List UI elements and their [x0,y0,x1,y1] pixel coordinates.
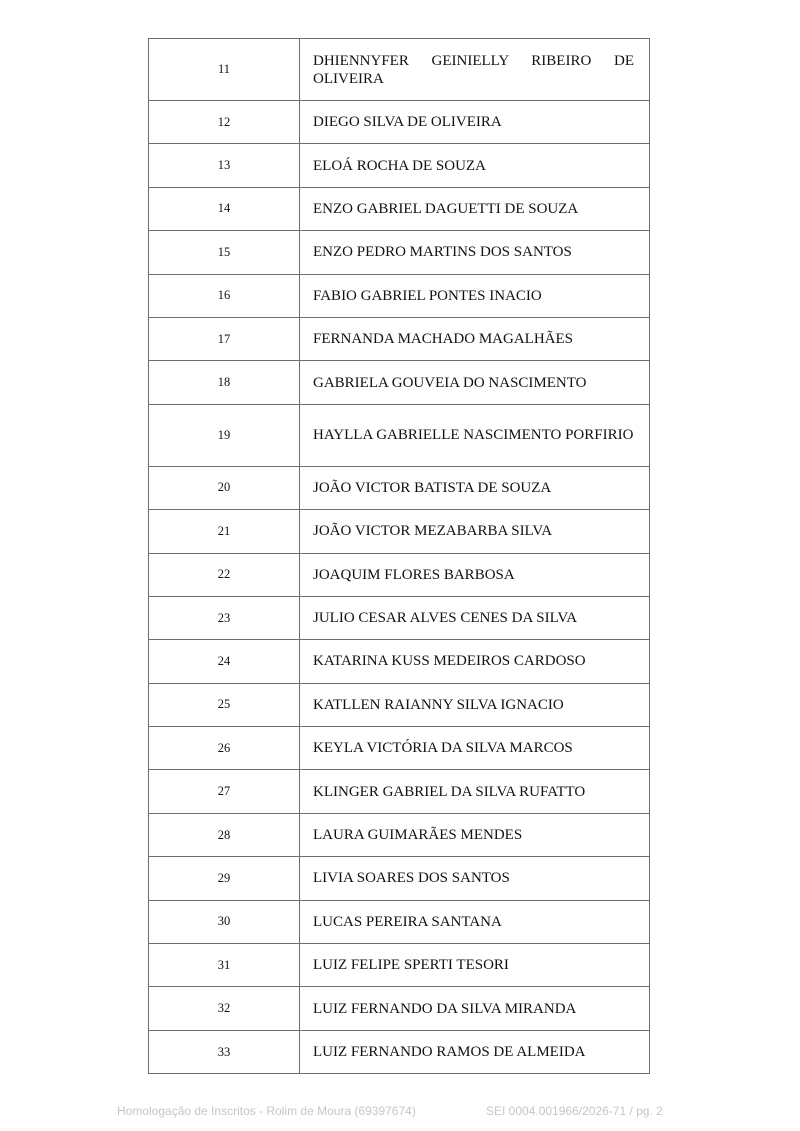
candidate-name: LUCAS PEREIRA SANTANA [300,900,650,943]
row-number: 21 [149,510,300,553]
candidate-name: ELOÁ ROCHA DE SOUZA [300,144,650,187]
candidate-name: ENZO PEDRO MARTINS DOS SANTOS [300,231,650,274]
candidate-name: LUIZ FERNANDO RAMOS DE ALMEIDA [300,1030,650,1073]
row-number: 13 [149,144,300,187]
candidate-name: LAURA GUIMARÃES MENDES [300,813,650,856]
candidate-name: DHIENNYFER GEINIELLY RIBEIRO DE OLIVEIRA [300,39,650,101]
table-row [149,187,650,230]
row-number: 25 [149,683,300,726]
row-number: 19 [149,404,300,466]
candidate-name: GABRIELA GOUVEIA DO NASCIMENTO [300,361,650,404]
row-number: 33 [149,1030,300,1073]
footer-sei-page-reference: SEI 0004.001966/2026-71 / pg. 2 [486,1104,663,1118]
candidate-name: LUIZ FERNANDO DA SILVA MIRANDA [300,987,650,1030]
table-row [149,317,650,360]
table-row [149,770,650,813]
table-row [149,101,650,144]
table-row [149,944,650,987]
row-number: 26 [149,727,300,770]
candidate-name: LIVIA SOARES DOS SANTOS [300,857,650,900]
row-number: 22 [149,553,300,596]
row-number: 27 [149,770,300,813]
table-row [149,404,650,466]
table-row [149,466,650,509]
table-row [149,553,650,596]
candidate-name: JULIO CESAR ALVES CENES DA SILVA [300,596,650,639]
candidate-name: HAYLLA GABRIELLE NASCIMENTO PORFIRIO [300,404,650,466]
row-number: 30 [149,900,300,943]
row-number: 14 [149,187,300,230]
candidate-name: FERNANDA MACHADO MAGALHÃES [300,317,650,360]
table-row [149,900,650,943]
table-row [149,857,650,900]
table-row [149,640,650,683]
table-row [149,987,650,1030]
row-number: 20 [149,466,300,509]
candidate-name: JOAQUIM FLORES BARBOSA [300,553,650,596]
row-number: 11 [149,39,300,101]
candidate-name: KATLLEN RAIANNY SILVA IGNACIO [300,683,650,726]
row-number: 31 [149,944,300,987]
row-number: 15 [149,231,300,274]
row-number: 18 [149,361,300,404]
row-number: 12 [149,101,300,144]
candidate-name: KEYLA VICTÓRIA DA SILVA MARCOS [300,727,650,770]
table-row [149,813,650,856]
table-row [149,39,650,101]
row-number: 16 [149,274,300,317]
row-number: 32 [149,987,300,1030]
candidate-name: JOÃO VICTOR BATISTA DE SOUZA [300,466,650,509]
row-number: 28 [149,813,300,856]
row-number: 23 [149,596,300,639]
table-row [149,510,650,553]
table-row [149,361,650,404]
candidates-table-body [149,39,650,1074]
candidate-name: DIEGO SILVA DE OLIVEIRA [300,101,650,144]
table-row [149,727,650,770]
table-row [149,1030,650,1073]
candidates-table [148,38,650,1074]
table-row [149,274,650,317]
table-row [149,231,650,274]
candidate-name: KATARINA KUSS MEDEIROS CARDOSO [300,640,650,683]
candidate-name: ENZO GABRIEL DAGUETTI DE SOUZA [300,187,650,230]
candidate-name: FABIO GABRIEL PONTES INACIO [300,274,650,317]
table-row [149,683,650,726]
row-number: 17 [149,317,300,360]
table-row [149,596,650,639]
row-number: 24 [149,640,300,683]
candidate-name: JOÃO VICTOR MEZABARBA SILVA [300,510,650,553]
footer-document-title: Homologação de Inscritos - Rolim de Moura (69397674) [117,1104,416,1118]
row-number: 29 [149,857,300,900]
candidate-name: KLINGER GABRIEL DA SILVA RUFATTO [300,770,650,813]
candidate-name: LUIZ FELIPE SPERTI TESORI [300,944,650,987]
table-row [149,144,650,187]
